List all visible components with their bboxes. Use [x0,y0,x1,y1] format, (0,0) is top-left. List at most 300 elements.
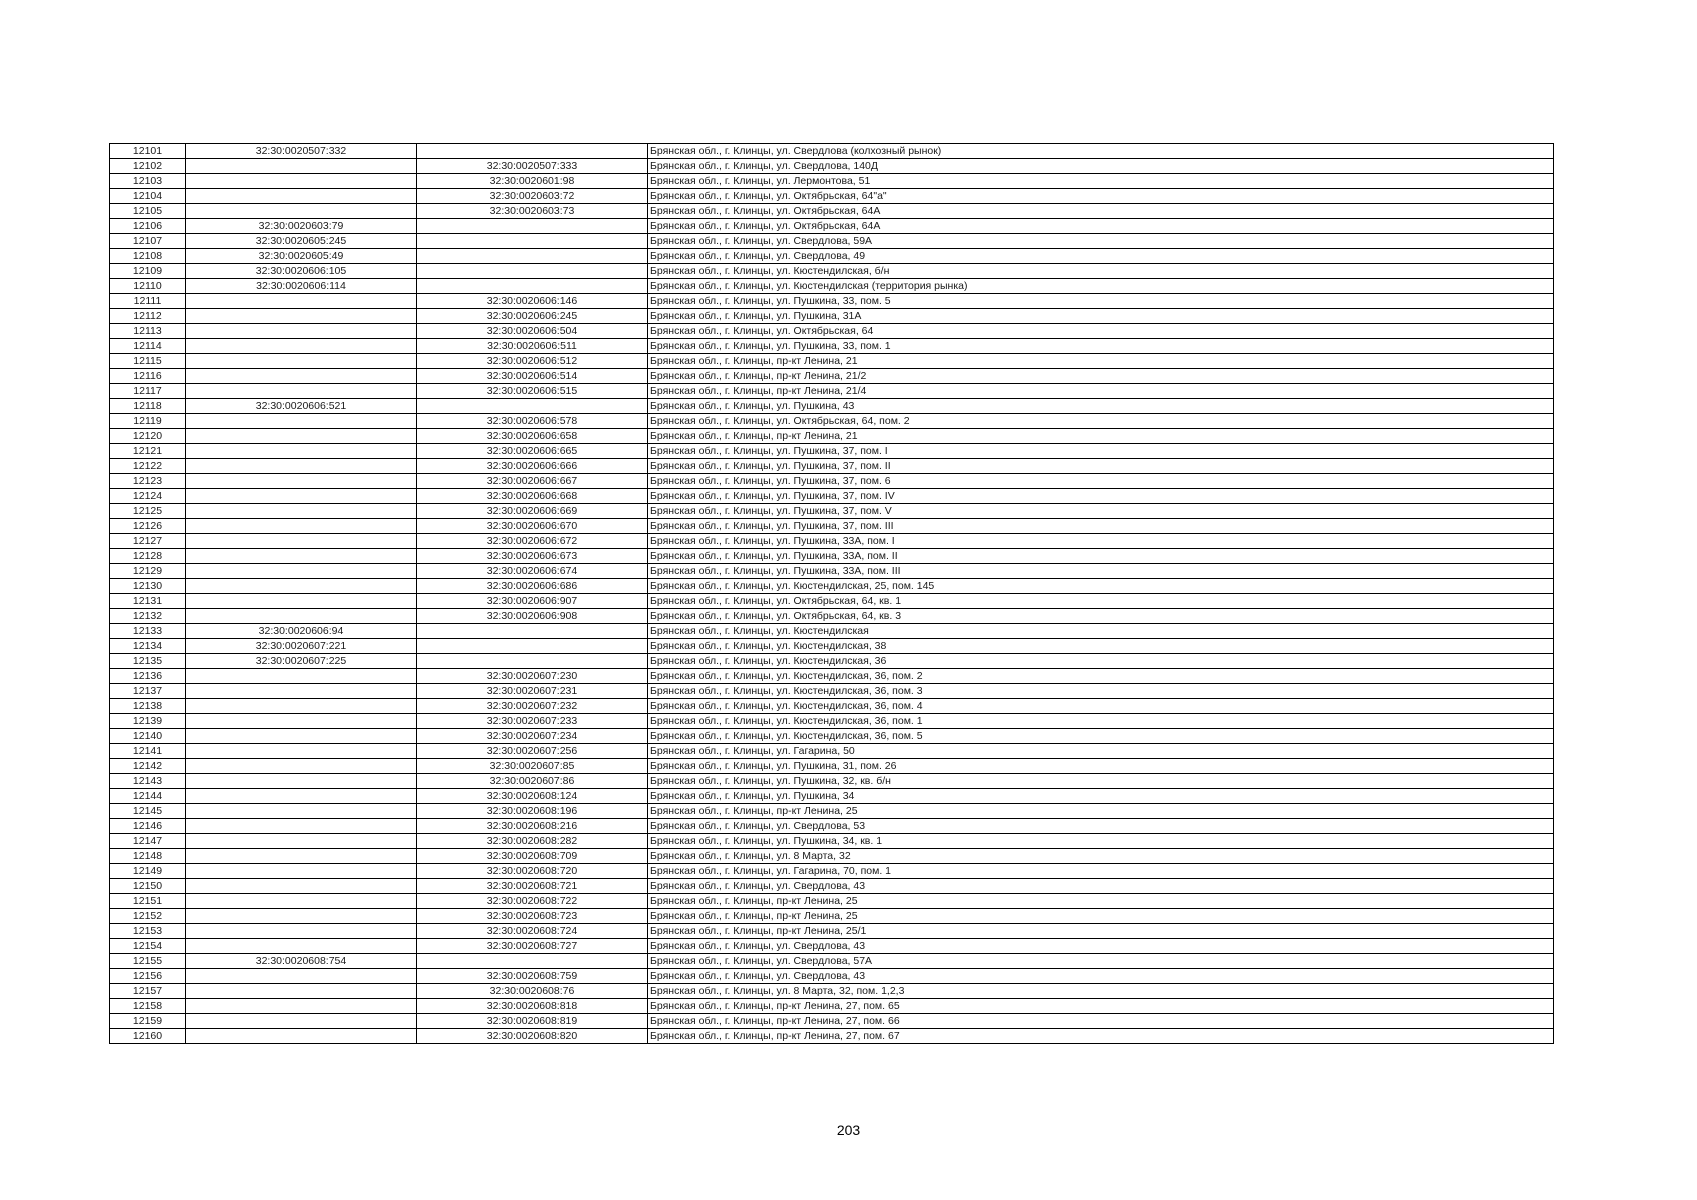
row-number-cell: 12155 [110,954,186,969]
row-number-cell: 12156 [110,969,186,984]
address-cell: Брянская обл., г. Клинцы, ул. Октябрьская, 64, пом. 2 [648,414,1554,429]
cadastral-number-cell [186,744,417,759]
table-row [110,654,1554,669]
table-row [110,624,1554,639]
table-row [110,759,1554,774]
address-cell: Брянская обл., г. Клинцы, ул. Пушкина, 33А, пом. I [648,534,1554,549]
cadastral-number-cell [417,249,648,264]
row-number-cell: 12138 [110,699,186,714]
cadastral-number-cell [186,594,417,609]
cadastral-number-cell [417,399,648,414]
row-number-cell: 12113 [110,324,186,339]
cadastral-number-cell [186,939,417,954]
row-number-cell: 12141 [110,744,186,759]
document-sheet [109,143,1554,1044]
address-cell: Брянская обл., г. Клинцы, ул. Пушкина, 33А, пом. II [648,549,1554,564]
cadastral-number-cell [417,144,648,159]
table-row [110,549,1554,564]
table-row [110,774,1554,789]
cadastral-number-cell: 32:30:0020608:709 [417,849,648,864]
address-cell: Брянская обл., г. Клинцы, ул. Свердлова, 140Д [648,159,1554,174]
table-row [110,804,1554,819]
cadastral-number-cell: 32:30:0020606:146 [417,294,648,309]
cadastral-number-cell [186,924,417,939]
table-row [110,504,1554,519]
cadastral-number-cell [186,444,417,459]
row-number-cell: 12158 [110,999,186,1014]
page-number: 203 [836,1122,861,1138]
address-cell: Брянская обл., г. Клинцы, ул. Свердлова, 49 [648,249,1554,264]
row-number-cell: 12145 [110,804,186,819]
cadastral-number-cell [417,234,648,249]
cadastral-number-cell [186,519,417,534]
table-row [110,789,1554,804]
address-cell: Брянская обл., г. Клинцы, ул. Гагарина, 50 [648,744,1554,759]
table-row [110,429,1554,444]
row-number-cell: 12139 [110,714,186,729]
cadastral-number-cell: 32:30:0020608:196 [417,804,648,819]
row-number-cell: 12151 [110,894,186,909]
address-cell: Брянская обл., г. Клинцы, ул. Гагарина, 70, пом. 1 [648,864,1554,879]
cadastral-number-cell: 32:30:0020606:668 [417,489,648,504]
cadastral-number-cell [186,999,417,1014]
row-number-cell: 12120 [110,429,186,444]
address-cell: Брянская обл., г. Клинцы, ул. Свердлова, 43 [648,969,1554,984]
cadastral-number-cell [186,384,417,399]
address-cell: Брянская обл., г. Клинцы, ул. Пушкина, 33А, пом. III [648,564,1554,579]
table-row [110,459,1554,474]
address-cell: Брянская обл., г. Клинцы, ул. Кюстендилская, 25, пом. 145 [648,579,1554,594]
table-row [110,174,1554,189]
address-cell: Брянская обл., г. Клинцы, ул. Пушкина, 32, кв. б/н [648,774,1554,789]
table-row [110,354,1554,369]
cadastral-number-cell: 32:30:0020608:216 [417,819,648,834]
address-cell: Брянская обл., г. Клинцы, ул. Пушкина, 34, кв. 1 [648,834,1554,849]
address-cell: Брянская обл., г. Клинцы, ул. Октябрьская, 64А [648,219,1554,234]
row-number-cell: 12149 [110,864,186,879]
address-cell: Брянская обл., г. Клинцы, пр-кт Ленина, 27, пом. 67 [648,1029,1554,1044]
address-cell: Брянская обл., г. Клинцы, ул. Пушкина, 37, пом. V [648,504,1554,519]
address-cell: Брянская обл., г. Клинцы, ул. Кюстендилская, 36, пом. 2 [648,669,1554,684]
row-number-cell: 12129 [110,564,186,579]
cadastral-number-cell: 32:30:0020608:727 [417,939,648,954]
row-number-cell: 12117 [110,384,186,399]
table-row [110,954,1554,969]
address-cell: Брянская обл., г. Клинцы, ул. Октябрьская, 64 [648,324,1554,339]
table-row [110,909,1554,924]
table-row [110,609,1554,624]
cadastral-number-cell: 32:30:0020607:232 [417,699,648,714]
row-number-cell: 12144 [110,789,186,804]
cadastral-number-cell [186,579,417,594]
address-cell: Брянская обл., г. Клинцы, ул. Кюстендилская [648,624,1554,639]
row-number-cell: 12126 [110,519,186,534]
table-row [110,579,1554,594]
cadastral-number-cell: 32:30:0020606:511 [417,339,648,354]
cadastral-number-cell [417,219,648,234]
table-row [110,744,1554,759]
table-row [110,969,1554,984]
cadastral-number-cell: 32:30:0020606:665 [417,444,648,459]
row-number-cell: 12133 [110,624,186,639]
address-cell: Брянская обл., г. Клинцы, пр-кт Ленина, 25 [648,804,1554,819]
cadastral-number-cell [186,699,417,714]
row-number-cell: 12147 [110,834,186,849]
cadastral-number-cell [186,429,417,444]
cadastral-number-cell: 32:30:0020507:333 [417,159,648,174]
cadastral-number-cell: 32:30:0020605:245 [186,234,417,249]
cadastral-number-cell: 32:30:0020606:94 [186,624,417,639]
cadastral-number-cell: 32:30:0020606:521 [186,399,417,414]
address-cell: Брянская обл., г. Клинцы, ул. Пушкина, 31, пом. 26 [648,759,1554,774]
table-row [110,249,1554,264]
cadastral-number-cell: 32:30:0020606:670 [417,519,648,534]
cadastral-number-cell: 32:30:0020606:669 [417,504,648,519]
cadastral-number-cell: 32:30:0020606:515 [417,384,648,399]
table-row [110,684,1554,699]
cadastral-number-cell: 32:30:0020606:578 [417,414,648,429]
row-number-cell: 12143 [110,774,186,789]
cadastral-number-cell [186,534,417,549]
row-number-cell: 12121 [110,444,186,459]
address-cell: Брянская обл., г. Клинцы, ул. Пушкина, 37, пом. II [648,459,1554,474]
cadastral-number-cell [186,864,417,879]
row-number-cell: 12101 [110,144,186,159]
address-cell: Брянская обл., г. Клинцы, пр-кт Ленина, 21 [648,429,1554,444]
table-row [110,369,1554,384]
cadastral-number-cell [186,984,417,999]
cadastral-number-cell [186,1029,417,1044]
cadastral-number-cell: 32:30:0020605:49 [186,249,417,264]
row-number-cell: 12130 [110,579,186,594]
cadastral-number-cell [186,759,417,774]
cadastral-number-cell: 32:30:0020608:282 [417,834,648,849]
address-cell: Брянская обл., г. Клинцы, ул. Пушкина, 37, пом. I [648,444,1554,459]
cadastral-number-cell: 32:30:0020607:231 [417,684,648,699]
cadastral-number-cell [186,489,417,504]
table-row [110,339,1554,354]
cadastral-number-cell [186,969,417,984]
cadastral-number-cell: 32:30:0020608:759 [417,969,648,984]
cadastral-number-cell: 32:30:0020607:256 [417,744,648,759]
table-row [110,879,1554,894]
cadastral-number-cell: 32:30:0020606:673 [417,549,648,564]
address-cell: Брянская обл., г. Клинцы, ул. Кюстендилская (территория рынка) [648,279,1554,294]
cadastral-number-cell: 32:30:0020608:723 [417,909,648,924]
cadastral-number-cell [186,339,417,354]
cadastral-number-cell [186,204,417,219]
row-number-cell: 12116 [110,369,186,384]
table-row [110,384,1554,399]
cadastral-number-cell: 32:30:0020608:724 [417,924,648,939]
table-row [110,294,1554,309]
cadastral-number-cell: 32:30:0020606:245 [417,309,648,324]
cadastral-number-cell [417,279,648,294]
table-row [110,564,1554,579]
cadastral-number-cell: 32:30:0020608:818 [417,999,648,1014]
table-row [110,864,1554,879]
row-number-cell: 12106 [110,219,186,234]
address-cell: Брянская обл., г. Клинцы, ул. 8 Марта, 32, пом. 1,2,3 [648,984,1554,999]
row-number-cell: 12115 [110,354,186,369]
table-row [110,159,1554,174]
table-row [110,639,1554,654]
table-row [110,729,1554,744]
cadastral-number-cell: 32:30:0020606:504 [417,324,648,339]
row-number-cell: 12103 [110,174,186,189]
table-row [110,219,1554,234]
cadastral-number-cell [186,549,417,564]
cadastral-number-cell [417,954,648,969]
table-row [110,1014,1554,1029]
address-cell: Брянская обл., г. Клинцы, ул. Октябрьская, 64, кв. 1 [648,594,1554,609]
row-number-cell: 12105 [110,204,186,219]
cadastral-number-cell: 32:30:0020606:114 [186,279,417,294]
cadastral-number-cell: 32:30:0020606:908 [417,609,648,624]
address-cell: Брянская обл., г. Клинцы, ул. 8 Марта, 32 [648,849,1554,864]
table-row [110,474,1554,489]
table-row [110,984,1554,999]
cadastral-number-cell: 32:30:0020603:73 [417,204,648,219]
cadastral-number-cell: 32:30:0020606:666 [417,459,648,474]
cadastral-number-cell [417,264,648,279]
table-row [110,924,1554,939]
cadastral-number-cell [186,774,417,789]
row-number-cell: 12108 [110,249,186,264]
row-number-cell: 12125 [110,504,186,519]
table-row [110,189,1554,204]
table-row [110,489,1554,504]
cadastral-number-cell [186,849,417,864]
cadastral-number-cell: 32:30:0020606:105 [186,264,417,279]
table-row [110,819,1554,834]
address-cell: Брянская обл., г. Клинцы, ул. Свердлова, 59А [648,234,1554,249]
cadastral-number-cell [186,1014,417,1029]
cadastral-number-cell [417,639,648,654]
table-row [110,234,1554,249]
address-cell: Брянская обл., г. Клинцы, ул. Пушкина, 34 [648,789,1554,804]
row-number-cell: 12118 [110,399,186,414]
row-number-cell: 12109 [110,264,186,279]
cadastral-number-cell [186,729,417,744]
table-row [110,519,1554,534]
address-cell: Брянская обл., г. Клинцы, ул. Свердлова, 57А [648,954,1554,969]
address-cell: Брянская обл., г. Клинцы, ул. Пушкина, 37, пом. III [648,519,1554,534]
cadastral-number-cell [186,609,417,624]
row-number-cell: 12159 [110,1014,186,1029]
cadastral-number-cell: 32:30:0020606:686 [417,579,648,594]
cadastral-number-cell: 32:30:0020608:754 [186,954,417,969]
cadastral-number-cell [186,684,417,699]
table-row [110,594,1554,609]
cadastral-number-cell: 32:30:0020603:79 [186,219,417,234]
cadastral-number-cell: 32:30:0020606:512 [417,354,648,369]
row-number-cell: 12154 [110,939,186,954]
address-cell: Брянская обл., г. Клинцы, ул. Лермонтова, 51 [648,174,1554,189]
row-number-cell: 12134 [110,639,186,654]
address-cell: Брянская обл., г. Клинцы, пр-кт Ленина, 25 [648,909,1554,924]
row-number-cell: 12136 [110,669,186,684]
cadastral-number-cell: 32:30:0020607:225 [186,654,417,669]
row-number-cell: 12119 [110,414,186,429]
cadastral-number-cell [186,669,417,684]
address-cell: Брянская обл., г. Клинцы, ул. Октябрьская, 64, кв. 3 [648,609,1554,624]
cadastral-number-cell [186,714,417,729]
table-body [110,144,1554,1044]
address-cell: Брянская обл., г. Клинцы, ул. Пушкина, 37, пом. 6 [648,474,1554,489]
cadastral-number-cell [186,789,417,804]
cadastral-number-cell [417,624,648,639]
table-row [110,849,1554,864]
cadastral-number-cell: 32:30:0020607:233 [417,714,648,729]
address-cell: Брянская обл., г. Клинцы, ул. Октябрьская, 64А [648,204,1554,219]
row-number-cell: 12153 [110,924,186,939]
cadastral-number-cell: 32:30:0020601:98 [417,174,648,189]
address-cell: Брянская обл., г. Клинцы, ул. Свердлова, 43 [648,939,1554,954]
cadastral-number-cell: 32:30:0020608:722 [417,894,648,909]
table-row [110,309,1554,324]
row-number-cell: 12102 [110,159,186,174]
cadastral-number-cell [186,324,417,339]
row-number-cell: 12142 [110,759,186,774]
cadastral-number-cell: 32:30:0020608:721 [417,879,648,894]
row-number-cell: 12132 [110,609,186,624]
table-row [110,834,1554,849]
address-cell: Брянская обл., г. Клинцы, ул. Кюстендилская, 36, пом. 1 [648,714,1554,729]
row-number-cell: 12160 [110,1029,186,1044]
cadastral-number-cell [186,894,417,909]
cadastral-number-cell [186,294,417,309]
address-cell: Брянская обл., г. Клинцы, ул. Кюстендилская, 36 [648,654,1554,669]
row-number-cell: 12111 [110,294,186,309]
table-row [110,714,1554,729]
address-cell: Брянская обл., г. Клинцы, ул. Пушкина, 33, пом. 1 [648,339,1554,354]
table-row [110,399,1554,414]
address-cell: Брянская обл., г. Клинцы, ул. Пушкина, 33, пом. 5 [648,294,1554,309]
address-cell: Брянская обл., г. Клинцы, пр-кт Ленина, 21/4 [648,384,1554,399]
cadastral-number-cell [186,834,417,849]
table-row [110,444,1554,459]
cadastral-number-cell: 32:30:0020607:85 [417,759,648,774]
row-number-cell: 12150 [110,879,186,894]
table-row [110,999,1554,1014]
row-number-cell: 12140 [110,729,186,744]
cadastral-number-cell [186,174,417,189]
cadastral-number-cell [186,354,417,369]
address-cell: Брянская обл., г. Клинцы, пр-кт Ленина, 27, пом. 66 [648,1014,1554,1029]
address-cell: Брянская обл., г. Клинцы, пр-кт Ленина, 25 [648,894,1554,909]
table-row [110,279,1554,294]
cadastral-number-cell [186,879,417,894]
cadastral-number-cell: 32:30:0020608:820 [417,1029,648,1044]
cadastral-number-cell: 32:30:0020606:658 [417,429,648,444]
row-number-cell: 12131 [110,594,186,609]
cadastral-number-cell: 32:30:0020603:72 [417,189,648,204]
table-row [110,894,1554,909]
cadastral-number-cell: 32:30:0020608:124 [417,789,648,804]
row-number-cell: 12152 [110,909,186,924]
row-number-cell: 12114 [110,339,186,354]
address-cell: Брянская обл., г. Клинцы, пр-кт Ленина, 21 [648,354,1554,369]
cadastral-table [109,143,1554,1044]
cadastral-number-cell: 32:30:0020607:234 [417,729,648,744]
table-row [110,324,1554,339]
cadastral-number-cell: 32:30:0020607:86 [417,774,648,789]
table-row [110,699,1554,714]
address-cell: Брянская обл., г. Клинцы, ул. Пушкина, 37, пом. IV [648,489,1554,504]
address-cell: Брянская обл., г. Клинцы, ул. Кюстендилская, 38 [648,639,1554,654]
row-number-cell: 12110 [110,279,186,294]
address-cell: Брянская обл., г. Клинцы, пр-кт Ленина, 27, пом. 65 [648,999,1554,1014]
cadastral-number-cell [186,369,417,384]
row-number-cell: 12148 [110,849,186,864]
row-number-cell: 12123 [110,474,186,489]
cadastral-number-cell [186,819,417,834]
cadastral-number-cell: 32:30:0020606:667 [417,474,648,489]
table-row [110,144,1554,159]
cadastral-number-cell [186,474,417,489]
table-row [110,669,1554,684]
address-cell: Брянская обл., г. Клинцы, ул. Пушкина, 31А [648,309,1554,324]
row-number-cell: 12157 [110,984,186,999]
cadastral-number-cell [417,654,648,669]
address-cell: Брянская обл., г. Клинцы, пр-кт Ленина, 25/1 [648,924,1554,939]
row-number-cell: 12135 [110,654,186,669]
row-number-cell: 12112 [110,309,186,324]
table-row [110,414,1554,429]
cadastral-number-cell [186,414,417,429]
address-cell: Брянская обл., г. Клинцы, ул. Кюстендилская, б/н [648,264,1554,279]
cadastral-number-cell: 32:30:0020606:514 [417,369,648,384]
table-row [110,534,1554,549]
table-row [110,1029,1554,1044]
cadastral-number-cell: 32:30:0020608:819 [417,1014,648,1029]
cadastral-number-cell: 32:30:0020607:221 [186,639,417,654]
row-number-cell: 12124 [110,489,186,504]
cadastral-number-cell [186,159,417,174]
table-row [110,204,1554,219]
cadastral-number-cell [186,804,417,819]
cadastral-number-cell: 32:30:0020606:907 [417,594,648,609]
cadastral-number-cell: 32:30:0020507:332 [186,144,417,159]
cadastral-number-cell [186,459,417,474]
cadastral-number-cell [186,309,417,324]
cadastral-number-cell: 32:30:0020608:76 [417,984,648,999]
address-cell: Брянская обл., г. Клинцы, ул. Свердлова, 43 [648,879,1554,894]
address-cell: Брянская обл., г. Клинцы, ул. Октябрьская, 64"а" [648,189,1554,204]
address-cell: Брянская обл., г. Клинцы, ул. Свердлова (колхозный рынок) [648,144,1554,159]
address-cell: Брянская обл., г. Клинцы, ул. Пушкина, 43 [648,399,1554,414]
row-number-cell: 12107 [110,234,186,249]
address-cell: Брянская обл., г. Клинцы, ул. Кюстендилская, 36, пом. 4 [648,699,1554,714]
table-row [110,939,1554,954]
row-number-cell: 12122 [110,459,186,474]
cadastral-number-cell: 32:30:0020606:674 [417,564,648,579]
cadastral-number-cell [186,504,417,519]
cadastral-number-cell [186,564,417,579]
address-cell: Брянская обл., г. Клинцы, ул. Кюстендилская, 36, пом. 3 [648,684,1554,699]
cadastral-number-cell [186,909,417,924]
cadastral-number-cell: 32:30:0020607:230 [417,669,648,684]
address-cell: Брянская обл., г. Клинцы, ул. Свердлова, 53 [648,819,1554,834]
row-number-cell: 12128 [110,549,186,564]
address-cell: Брянская обл., г. Клинцы, ул. Кюстендилская, 36, пом. 5 [648,729,1554,744]
cadastral-number-cell: 32:30:0020608:720 [417,864,648,879]
table-row [110,264,1554,279]
address-cell: Брянская обл., г. Клинцы, пр-кт Ленина, 21/2 [648,369,1554,384]
row-number-cell: 12146 [110,819,186,834]
cadastral-number-cell [186,189,417,204]
